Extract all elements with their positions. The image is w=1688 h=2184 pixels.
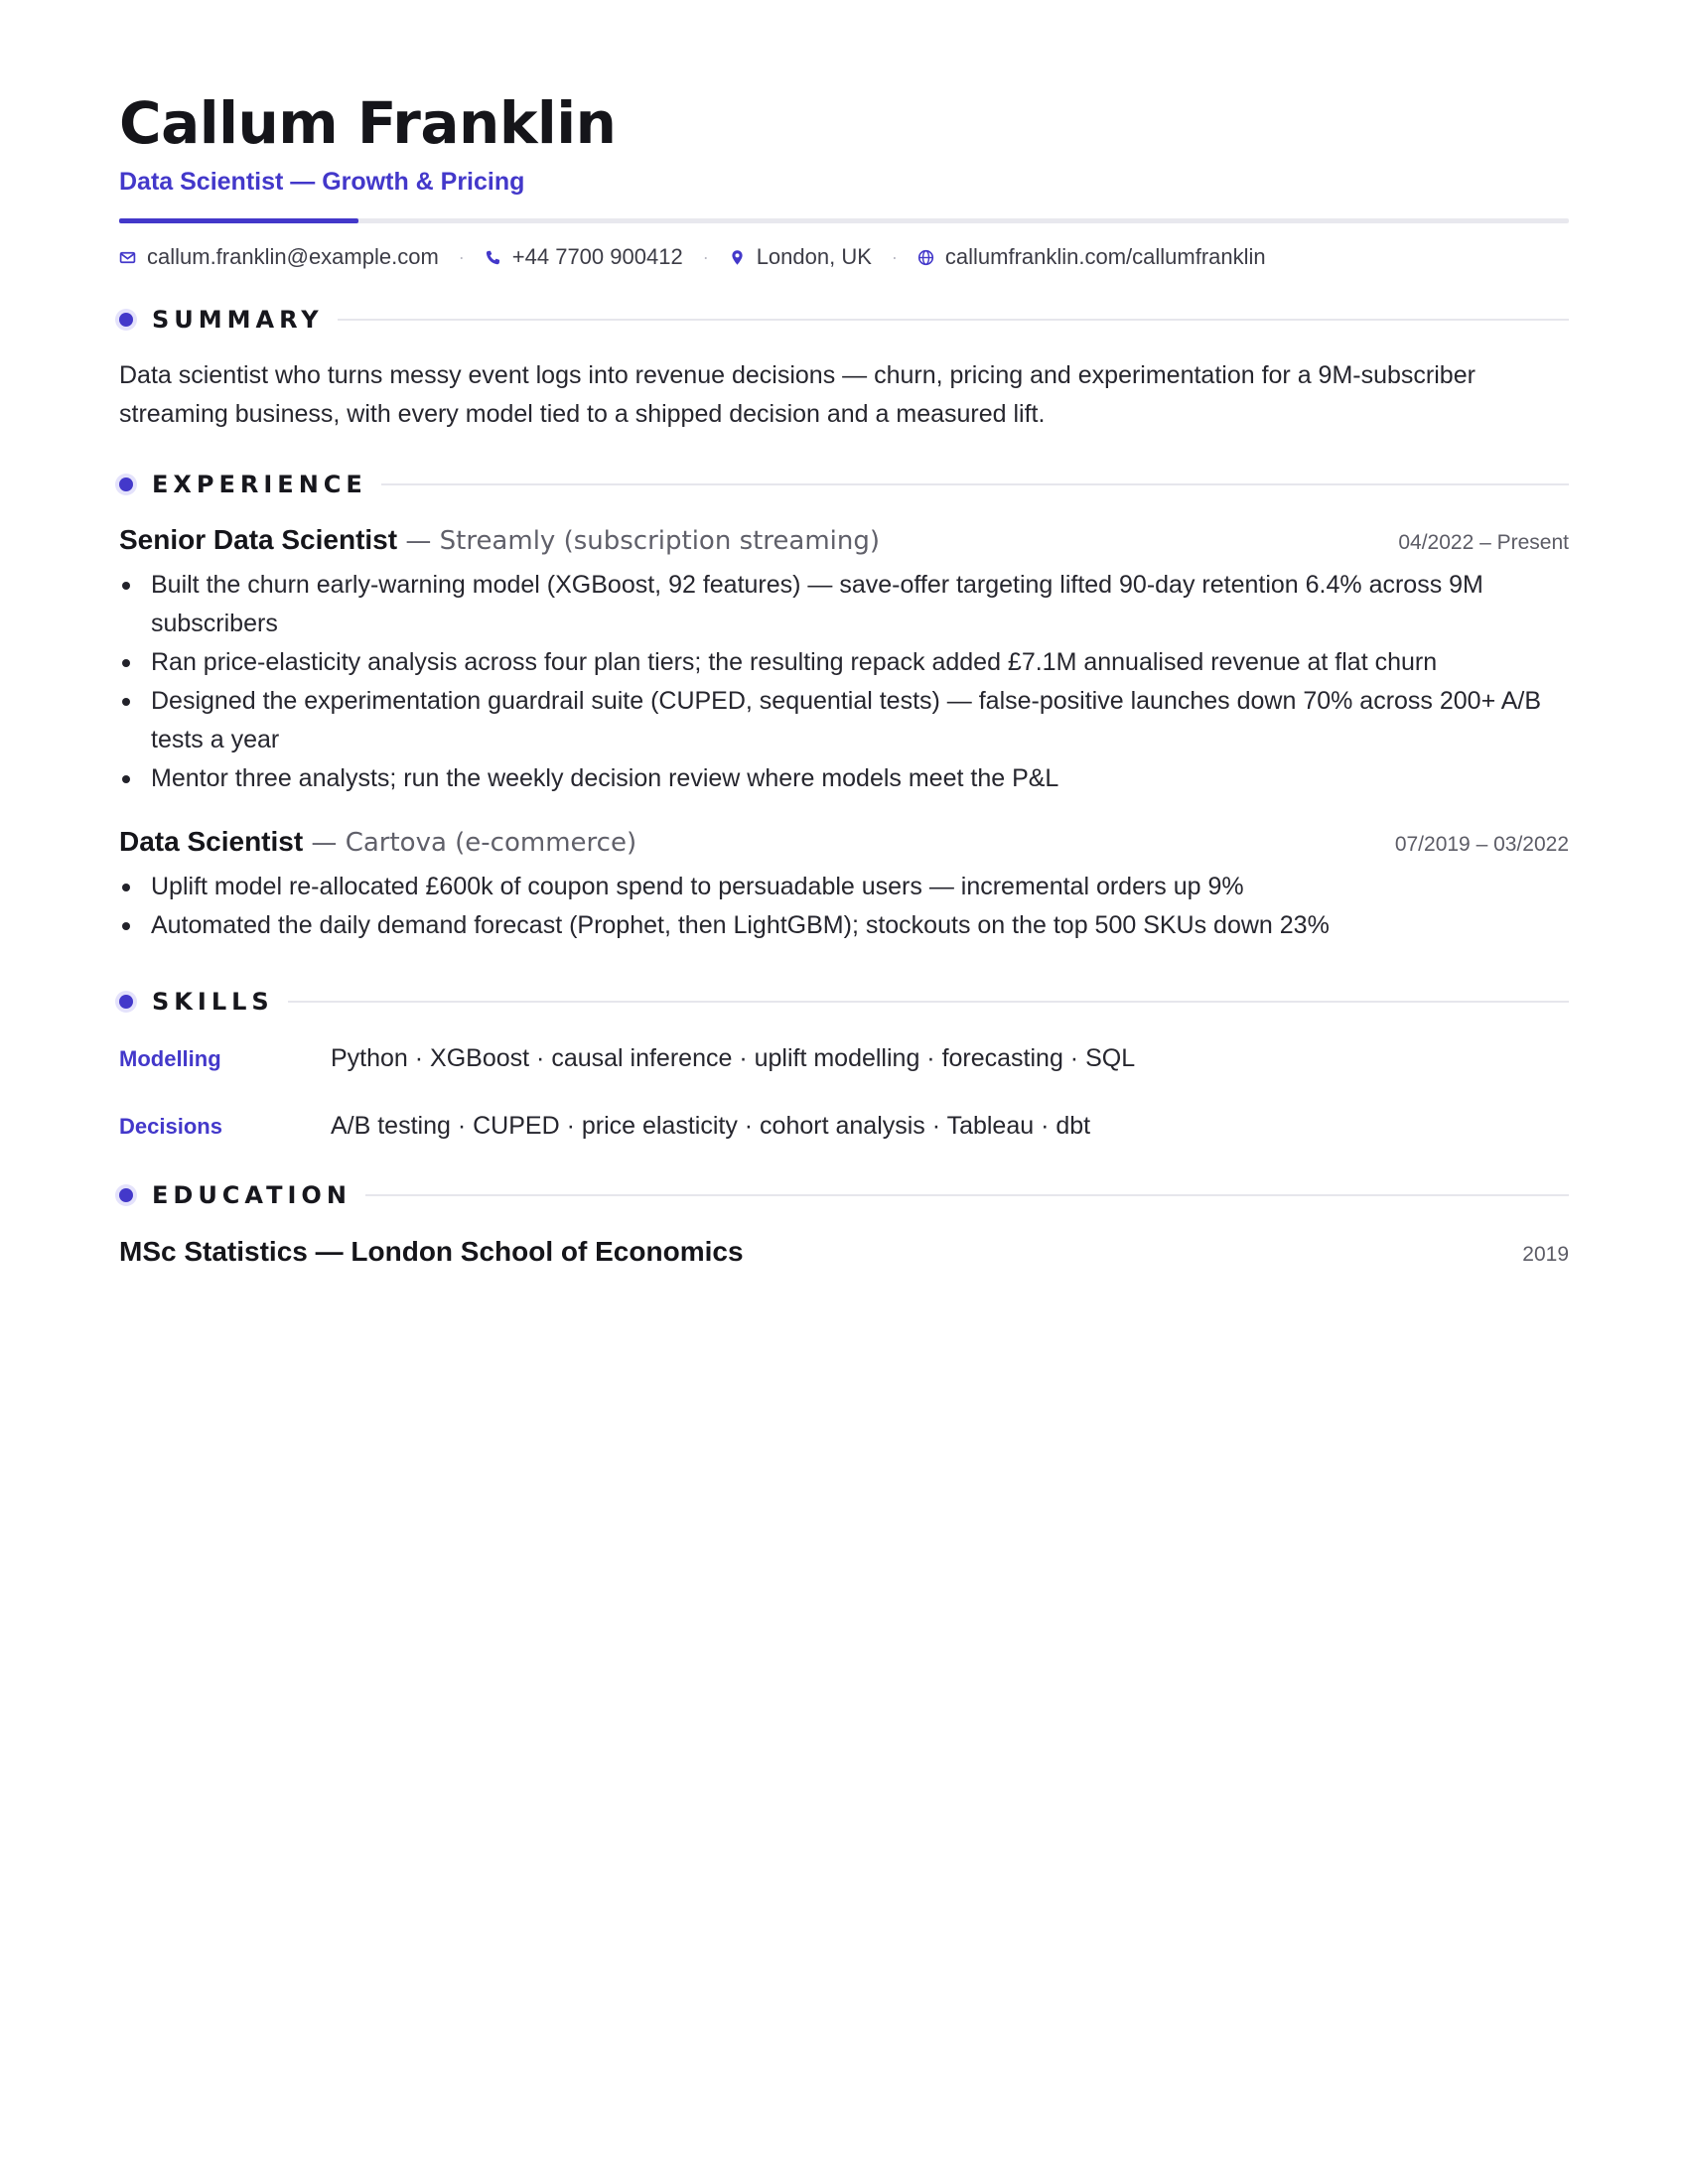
summary-title: SUMMARY — [152, 306, 324, 334]
list-item: Automated the daily demand forecast (Prophet, then LightGBM); stockouts on the top 500 SKUs down 23% — [119, 906, 1569, 945]
candidate-name: Callum Franklin — [119, 89, 617, 157]
header-rule-accent — [119, 218, 358, 223]
skill-row — [119, 1112, 1569, 1141]
contact-separator: · — [702, 246, 709, 267]
section-divider — [365, 1194, 1569, 1196]
skill-items: Python · XGBoost · causal inference · uplift modelling · forecasting · SQL — [331, 1044, 1136, 1072]
contact-bar — [119, 242, 1569, 272]
job-company: — Cartova (e-commerce) — [303, 828, 637, 858]
experience-entry — [119, 524, 1569, 798]
job-header — [119, 524, 1569, 556]
education-year: 2019 — [1522, 1243, 1569, 1266]
education-section-header — [119, 1180, 1569, 1210]
job-dates: 07/2019 – 03/2022 — [1394, 833, 1569, 856]
job-bullets — [119, 868, 1569, 945]
section-bullet-icon — [115, 991, 137, 1013]
skill-category: Decisions — [119, 1114, 222, 1139]
contact-location — [729, 244, 872, 270]
envelope-icon — [119, 249, 136, 266]
contact-phone[interactable] — [485, 244, 683, 270]
experience-section-header — [119, 470, 1569, 499]
section-divider — [338, 319, 1569, 321]
contact-separator: · — [891, 246, 898, 267]
list-item: Designed the experimentation guardrail suite (CUPED, sequential tests) — false-positive launches down 70% across 200+ A/B tests a year — [119, 682, 1569, 759]
contact-phone-text: +44 7700 900412 — [511, 244, 683, 269]
section-bullet-icon — [115, 309, 137, 331]
contact-separator: · — [458, 246, 465, 267]
education-entry — [119, 1236, 1569, 1268]
globe-icon — [917, 249, 934, 266]
job-title: Senior Data Scientist — [119, 524, 398, 555]
list-item: Uplift model re-allocated £600k of coupon spend to persuadable users — incremental orders up 9% — [119, 868, 1569, 906]
list-item: Built the churn early-warning model (XGBoost, 92 features) — save-offer targeting lifted 90-day retention 6.4% across 9M subscribers — [119, 566, 1569, 643]
job-title: Data Scientist — [119, 826, 304, 857]
contact-location-text: London, UK — [756, 244, 872, 269]
summary-section-header — [119, 305, 1569, 335]
contact-website[interactable] — [917, 244, 1266, 270]
section-divider — [288, 1001, 1569, 1003]
map-pin-icon — [729, 249, 746, 266]
list-item: Ran price-elasticity analysis across four plan tiers; the resulting repack added £7.1M annualised revenue at flat churn — [119, 643, 1569, 682]
header-rule — [119, 218, 1569, 223]
contact-website-text: callumfranklin.com/callumfranklin — [944, 244, 1266, 269]
section-divider — [381, 483, 1569, 485]
list-item: Mentor three analysts; run the weekly decision review where models meet the P&L — [119, 759, 1569, 798]
candidate-headline: Data Scientist — Growth & Pricing — [119, 168, 525, 196]
job-dates: 04/2022 – Present — [1398, 531, 1569, 554]
skill-items: A/B testing · CUPED · price elasticity · cohort analysis · Tableau · dbt — [331, 1112, 1091, 1140]
contact-email-text: callum.franklin@example.com — [147, 244, 439, 269]
job-header — [119, 826, 1569, 858]
summary-text: Data scientist who turns messy event logs into revenue decisions — churn, pricing and experimentation for a 9M-subscriber streaming business, with every model tied to a shipped decision and a measured lift. — [119, 361, 1476, 428]
skills-section-header — [119, 987, 1569, 1017]
phone-icon — [485, 249, 501, 266]
experience-entry — [119, 826, 1569, 945]
education-degree: MSc Statistics — London School of Economics — [119, 1236, 744, 1267]
skill-category: Modelling — [119, 1046, 221, 1071]
contact-email[interactable] — [119, 244, 439, 270]
section-bullet-icon — [115, 474, 137, 495]
skills-title: SKILLS — [152, 988, 274, 1016]
education-title: EDUCATION — [152, 1181, 352, 1209]
skill-row — [119, 1044, 1569, 1073]
job-company: — Streamly (subscription streaming) — [397, 526, 881, 556]
job-bullets — [119, 566, 1569, 798]
section-bullet-icon — [115, 1184, 137, 1206]
experience-title: EXPERIENCE — [152, 471, 367, 498]
